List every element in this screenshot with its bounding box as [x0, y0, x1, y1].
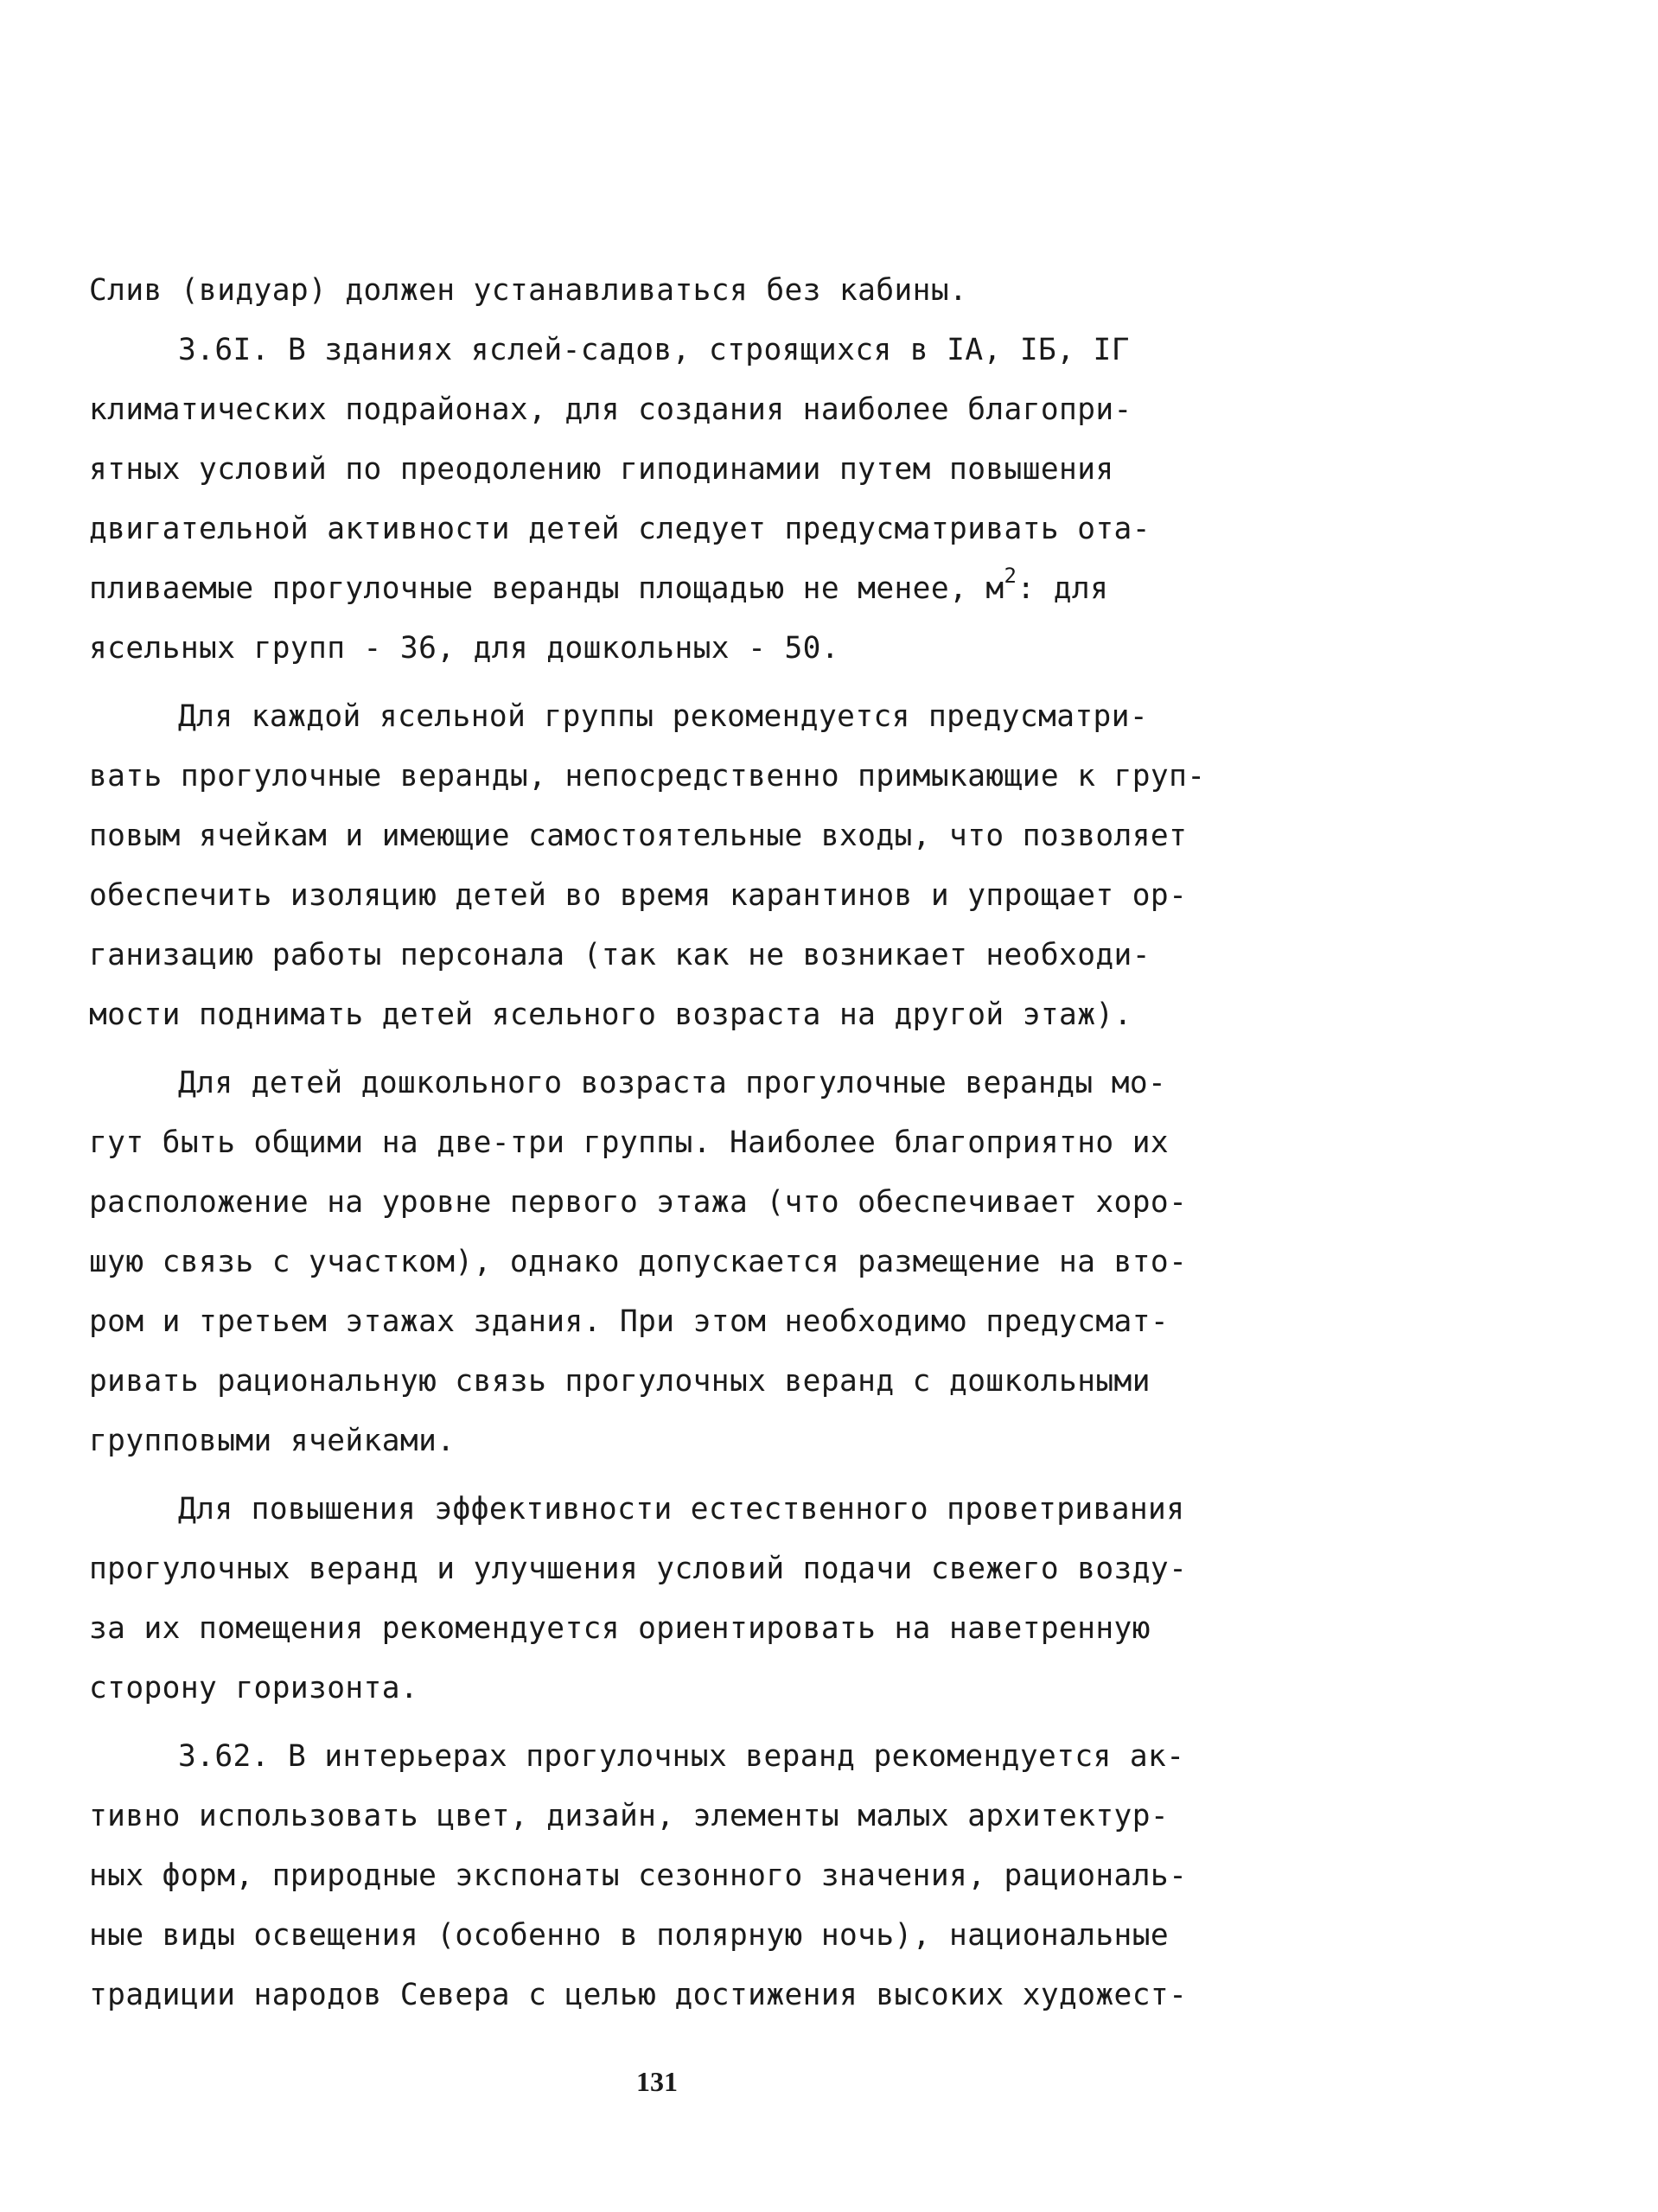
text-line: ривать рациональную связь прогулочных веранд с дошкольными: [89, 1364, 1151, 1399]
text-line: мости поднимать детей ясельного возраста на другой этаж).: [89, 998, 1132, 1032]
text-line: расположение на уровне первого этажа (что обеспечивает хоро-: [89, 1185, 1188, 1220]
paragraph-gap: [89, 1045, 1213, 1054]
text-line: ясельных групп - 36, для дошкольных - 50.: [89, 631, 840, 666]
text-line: гут быть общими на две-три группы. Наиболее благоприятно их: [89, 1125, 1170, 1160]
text-line: прогулочных веранд и улучшения условий подачи свежего возду-: [89, 1552, 1188, 1586]
text-line: обеспечить изоляцию детей во время карантинов и упрощает ор-: [89, 878, 1188, 913]
paragraph-3-61-start: 3.6I. В зданиях яслей-садов, строящихся в IА, IБ, IГ: [178, 333, 1130, 367]
paragraph-start: Для детей дошкольного возраста прогулочные веранды мо-: [178, 1066, 1167, 1100]
text-line: вать прогулочные веранды, непосредственно примыкающие к груп-: [89, 759, 1206, 794]
text-line: ятных условий по преодолению гиподинамии путем повышения: [89, 452, 1114, 487]
text-segment: : для: [1017, 571, 1109, 606]
paragraph-3-62-start: 3.62. В интерьерах прогулочных веранд рекомендуется ак-: [178, 1739, 1185, 1774]
text-line: сторону горизонта.: [89, 1671, 419, 1705]
paragraph-gap: [89, 679, 1213, 687]
text-line: за их помещения рекомендуется ориентировать на наветренную: [89, 1611, 1151, 1646]
text-line: Слив (видуар) должен устанавливаться без кабины.: [89, 273, 968, 308]
text-line: двигательной активности детей следует предусматривать ота-: [89, 512, 1151, 546]
text-line: ных форм, природные экспонаты сезонного значения, рациональ-: [89, 1858, 1188, 1893]
text-line-with-superscript: [89, 559, 1213, 619]
paragraph-gap: [89, 1718, 1213, 1727]
page-number: 131: [636, 2066, 678, 2097]
text-line: шую связь с участком), однако допускается размещение на вто-: [89, 1245, 1188, 1279]
paragraph-start: Для повышения эффективности естественного проветривания: [178, 1492, 1185, 1527]
text-line: повым ячейкам и имеющие самостоятельные входы, что позволяет: [89, 819, 1188, 853]
text-line: традиции народов Севера с целью достижения высоких художест-: [89, 1978, 1188, 2012]
text-line: тивно использовать цвет, дизайн, элементы малых архитектур-: [89, 1799, 1170, 1833]
text-line: ганизацию работы персонала (так как не возникает необходи-: [89, 938, 1151, 972]
text-line: ные виды освещения (особенно в полярную ночь), национальные: [89, 1918, 1170, 1953]
text-segment: пливаемые прогулочные веранды площадью не менее, м: [89, 571, 1004, 606]
paragraph-start: Для каждой ясельной группы рекомендуется предусматри-: [178, 699, 1149, 734]
paragraph-gap: [89, 1471, 1213, 1480]
text-line: ром и третьем этажах здания. При этом необходимо предусмат-: [89, 1304, 1170, 1339]
text-line: групповыми ячейками.: [89, 1424, 456, 1458]
superscript-2: 2: [1004, 563, 1017, 588]
text-line: климатических подрайонах, для создания наиболее благопри-: [89, 392, 1132, 427]
body-text: [89, 261, 1213, 2025]
